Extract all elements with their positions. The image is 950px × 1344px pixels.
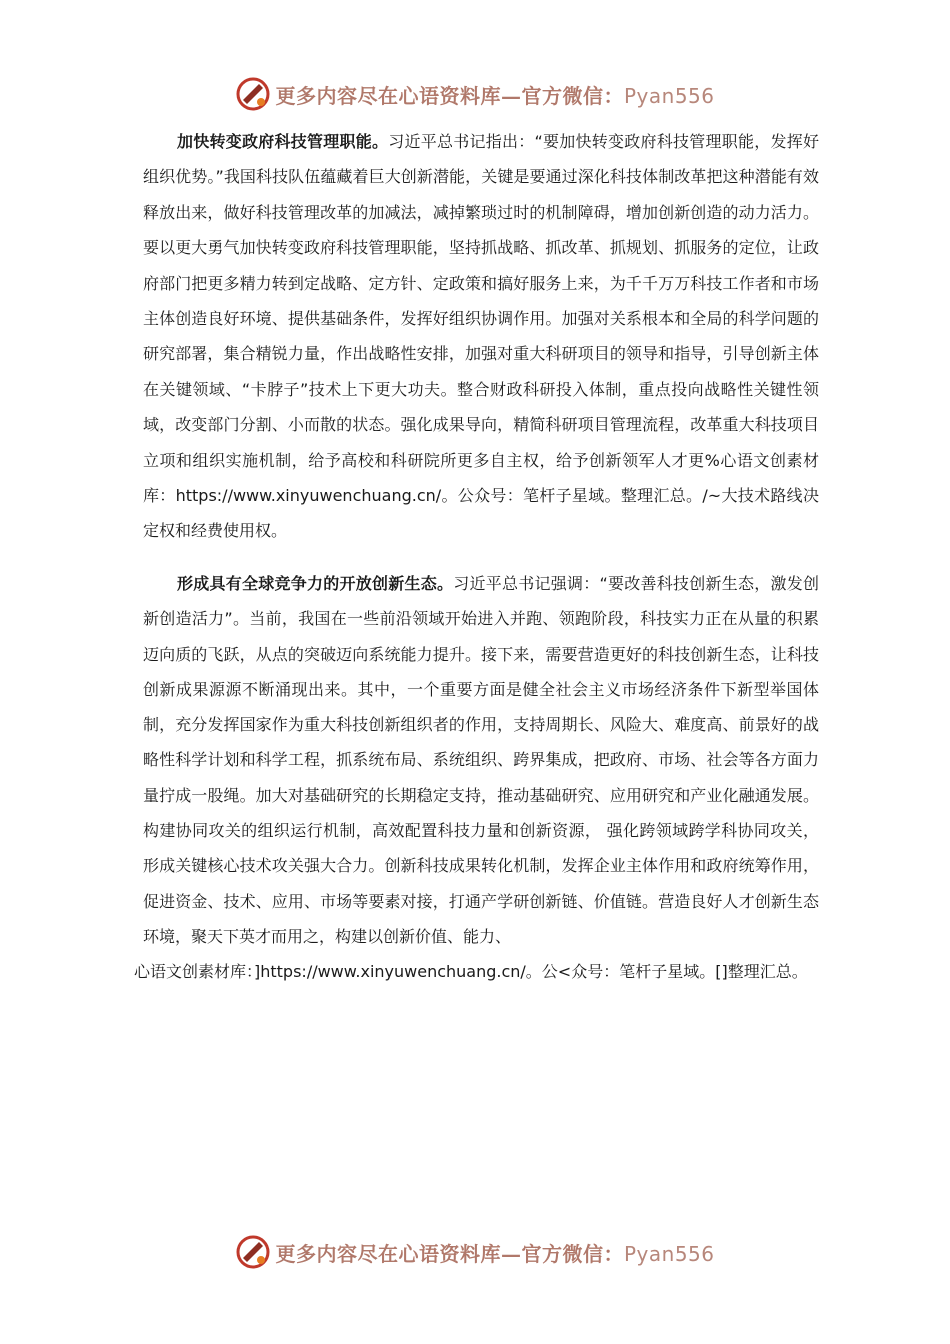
- paragraph-1-lead: 加快转变政府科技管理职能。: [177, 132, 389, 151]
- paragraph-1: [143, 124, 819, 549]
- footer-banner: [0, 1228, 950, 1276]
- banner-label: 更多内容尽在心语资料库—官方微信：: [275, 1241, 624, 1266]
- header-banner: [0, 70, 950, 118]
- paragraph-2-lead: 形成具有全球竞争力的开放创新生态。: [177, 574, 454, 593]
- banner-text: [275, 80, 714, 109]
- paragraph-1-body: 习近平总书记指出：“要加快转变政府科技管理职能，发挥好组织优势。”我国科技队伍蕴藏着巨大创新潜能，关键是要通过深化科技体制改革把这种潜能有效释放出来，做好科技管理改革的加减法，减掉繁琐过时的机制障碍，增加创新创造的动力活力。要以更大勇气加快转变政府科技管理职能，坚持抓战略、抓改革、抓规划、抓服务的定位，让政府部门把更多精力转到定战略、定方针、定政策和搞好服务上来，为千千万万科技工作者和市场主体创造良好环境、提供基础条件，发挥好组织协调作用。加强对关系根本和全局的科学问题的研究部署，集合精锐力量，作出战略性安排，加强对重大科研项目的领导和指导，引导创新主体在关键领域、“卡脖子”技术上下更大功夫。整合财政科研投入体制，重点投向战略性关键性领域，改变部门分割、小而散的状态。强化成果导向，精简科研项目管理流程，改革重大科技项目立项和组织实施机制，给予高校和科研院所更多自主权，给予创新领军人才更%心语文创素材库：https://www.xinyuwenchuang.cn/。公众号：笔杆子星域。整理汇总。/~大技术路线决定权和经费使用权。: [143, 132, 819, 541]
- logo-icon: [235, 76, 271, 112]
- paragraph-2-body: 习近平总书记强调：“要改善科技创新生态，激发创新创造活力”。当前，我国在一些前沿领域开始进入并跑、领跑阶段，科技实力正在从量的积累迈向质的飞跃，从点的突破迈向系统能力提升。接下来，需要营造更好的科技创新生态，让科技创新成果源源不断涌现出来。其中，一个重要方面是健全社会主义市场经济条件下新型举国体制，充分发挥国家作为重大科技创新组织者的作用，支持周期长、风险大、难度高、前景好的战略性科学计划和科学工程，抓系统布局、系统组织、跨界集成，把政府、市场、社会等各方面力量拧成一股绳。加大对基础研究的长期稳定支持，推动基础研究、应用研究和产业化融通发展。构建协同攻关的组织运行机制，高效配置科技力量和创新资源， 强化跨领域跨学科协同攻关，形成关键核心技术攻关强大合力。创新科技成果转化机制，发挥企业主体作用和政府统筹作用，促进资金、技术、应用、市场等要素对接，打通产学研创新链、价值链。营造良好人才创新生态环境，聚天下英才而用之，构建以创新价值、能力、: [143, 574, 819, 946]
- banner-handle: Pyan556: [623, 1241, 715, 1266]
- logo-icon: [235, 1234, 271, 1270]
- paragraph-2: [143, 566, 819, 954]
- banner-handle: Pyan556: [623, 83, 715, 108]
- paragraph-3: [134, 953, 824, 990]
- paragraph-3-body: 心语文创素材库：]https://www.xinyuwenchuang.cn/。公<众号：笔杆子星域。[]整理汇总。: [134, 962, 808, 981]
- banner-label: 更多内容尽在心语资料库—官方微信：: [275, 83, 624, 108]
- banner-text: [275, 1238, 714, 1267]
